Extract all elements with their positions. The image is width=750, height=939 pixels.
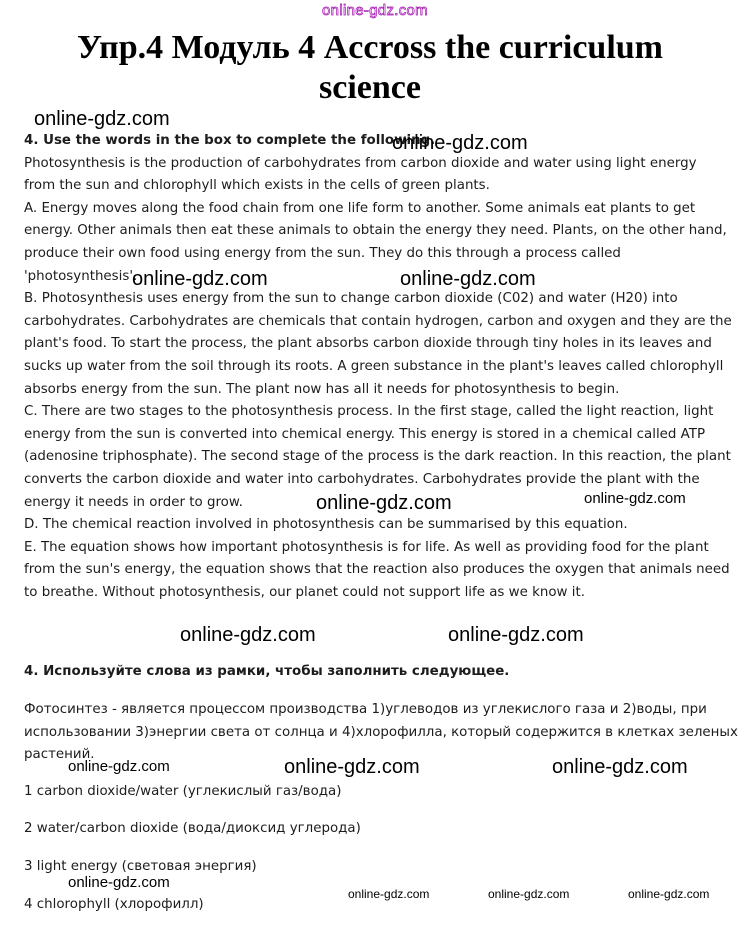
watermark: online-gdz.com	[488, 887, 570, 901]
english-line: D. The chemical reaction involved in photosynthesis can be summarised by this equation.	[24, 517, 628, 533]
watermark: online-gdz.com	[68, 758, 170, 775]
watermark: online-gdz.com	[68, 874, 170, 891]
watermark: online-gdz.com	[584, 490, 686, 507]
russian-line: растений.	[24, 747, 95, 763]
english-line: E. The equation shows how important photosynthesis is for life. As well as providing food for the plant	[24, 539, 709, 555]
english-line: plant's food. To start the process, the plant absorbs carbon dioxide through tiny holes in its leaves and	[24, 336, 712, 352]
watermark: online-gdz.com	[448, 624, 584, 646]
watermark: online-gdz.com	[132, 268, 268, 290]
english-line: produce their own food using energy from the sun. They do this through a process called	[24, 245, 621, 261]
watermark: online-gdz.com	[284, 756, 420, 778]
answer-4: 4 chlorophyll (хлорофилл)	[24, 897, 204, 912]
page-title	[0, 28, 740, 108]
watermark: online-gdz.com	[34, 108, 170, 130]
watermark: online-gdz.com	[392, 132, 528, 154]
english-line: absorbs energy from the sun. The plant now has all it needs for photosynthesis to begin.	[24, 381, 620, 397]
english-heading: 4. Use the words in the box to complete the following.	[24, 133, 436, 148]
answer-2: 2 water/carbon dioxide (вода/диоксид углерода)	[24, 821, 361, 836]
russian-heading: 4. Используйте слова из рамки, чтобы заполнить следующее.	[24, 664, 510, 679]
title-line-2: science	[319, 69, 421, 106]
watermark: online-gdz.com	[180, 624, 316, 646]
answer-3: 3 light energy (световая энергия)	[24, 859, 257, 874]
english-line: from the sun and chlorophyll which exists in the cells of green plants.	[24, 178, 490, 194]
watermark: online-gdz.com	[316, 492, 452, 514]
english-line: B. Photosynthesis uses energy from the sun to change carbon dioxide (C02) and water (H20) into	[24, 291, 678, 307]
watermark: online-gdz.com	[552, 756, 688, 778]
english-line: carbohydrates. Carbohydrates are chemicals that contain hydrogen, carbon and oxygen and they are the	[24, 313, 732, 329]
english-line: C. There are two stages to the photosynthesis process. In the first stage, called the light reaction, light	[24, 404, 714, 420]
title-line-1: Упр.4 Модуль 4 Accross the curriculum	[76, 29, 664, 66]
watermark: online-gdz.com	[348, 887, 430, 901]
english-line: converts the carbon dioxide and water into carbohydrates. Carbohydrates provide the plant with the	[24, 471, 700, 487]
english-line: A. Energy moves along the food chain from one life form to another. Some animals eat plants to get	[24, 200, 696, 216]
english-line: from the sun's energy, the equation shows that the reaction also produces the oxygen that animals need	[24, 562, 730, 578]
watermark: online-gdz.com	[628, 887, 710, 901]
russian-line: использовании 3)энергии света от солнца и 4)хлорофилла, который содержится в клетках зеленых	[24, 724, 738, 740]
english-line: (adenosine triphosphate). The second stage of the process is the dark reaction. In this reaction, the plant	[24, 449, 731, 465]
watermark-top: online-gdz.com	[322, 2, 428, 19]
english-line: 'photosynthesis'.	[24, 268, 138, 284]
english-line: sucks up water from the soil through its roots. A green substance in the plant's leaves called chlorophyll	[24, 358, 724, 374]
answer-1: 1 carbon dioxide/water (углекислый газ/вода)	[24, 784, 342, 799]
russian-line: Фотосинтез - является процессом производства 1)углеводов из углекислого газа и 2)воды, при	[24, 702, 707, 717]
english-task	[24, 130, 732, 604]
english-line: energy it needs in order to grow.	[24, 494, 243, 510]
english-line: to breathe. Without photosynthesis, our planet could not support life as we know it.	[24, 584, 585, 600]
english-line: energy from the sun is converted into chemical energy. This energy is stored in a chemical called ATP	[24, 426, 706, 442]
english-line: Photosynthesis is the production of carbohydrates from carbon dioxide and water using light energy	[24, 155, 697, 171]
watermark: online-gdz.com	[400, 268, 536, 290]
english-line: energy. Other animals then eat these animals to obtain the energy they need. Plants, on the other hand,	[24, 223, 727, 239]
